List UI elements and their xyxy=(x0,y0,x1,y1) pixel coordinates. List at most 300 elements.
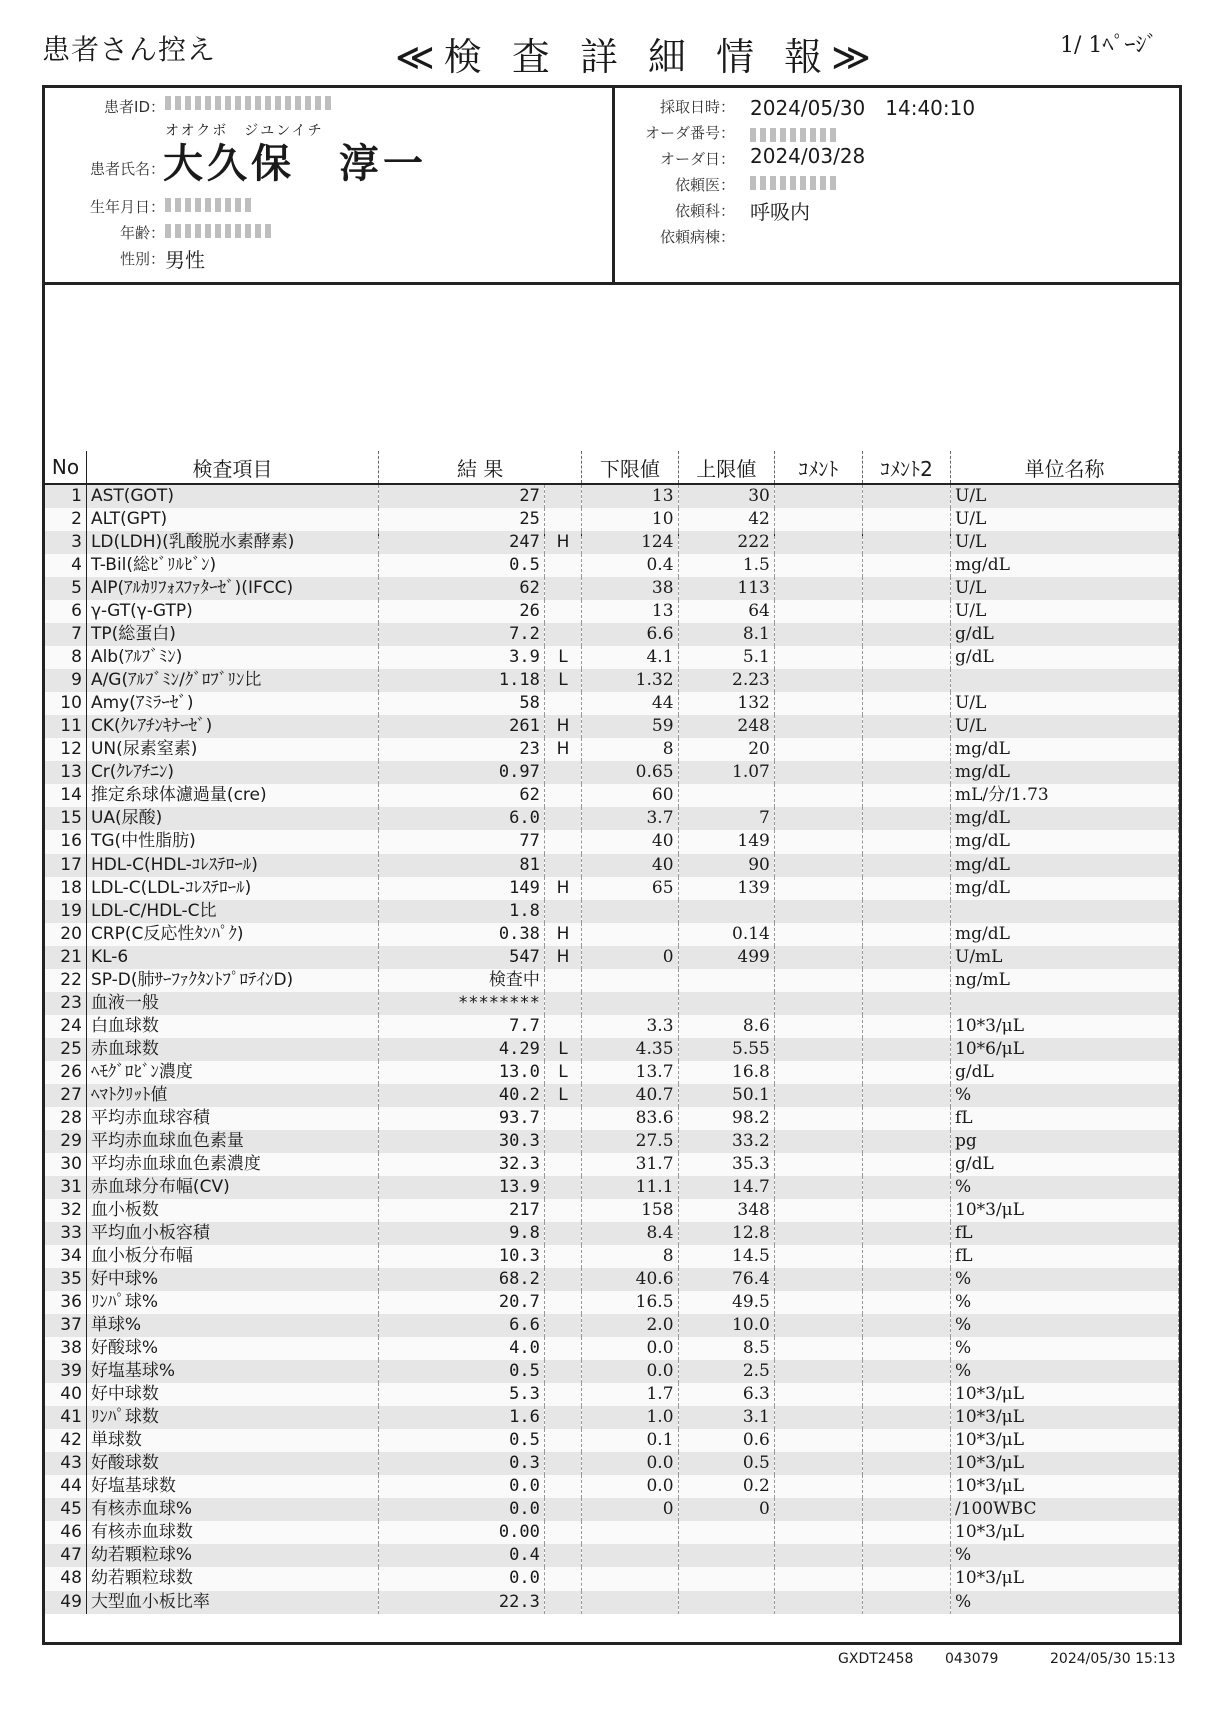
row-unit: fL xyxy=(951,1222,1179,1245)
row-low: 8 xyxy=(582,738,678,761)
row-comment xyxy=(774,807,862,830)
patient-sex: 男性 xyxy=(165,248,205,272)
row-result: 6.6 xyxy=(379,1314,545,1337)
redacted-doctor xyxy=(750,176,840,190)
row-number: 3 xyxy=(45,531,86,554)
row-unit xyxy=(951,669,1179,692)
row-low: 0.0 xyxy=(582,1475,678,1498)
row-comment xyxy=(774,577,862,600)
row-number: 21 xyxy=(45,946,86,969)
row-result: 68.2 xyxy=(379,1268,545,1291)
row-unit: g/dL xyxy=(951,1061,1179,1084)
order-date: 2024/03/28 xyxy=(750,144,866,168)
row-number: 42 xyxy=(45,1429,86,1452)
row-unit: mg/dL xyxy=(951,923,1179,946)
row-low: 8 xyxy=(582,1245,678,1268)
row-low: 60 xyxy=(582,784,678,807)
row-number: 39 xyxy=(45,1360,86,1383)
row-number: 43 xyxy=(45,1452,86,1475)
row-flag xyxy=(544,508,581,531)
row-high: 14.5 xyxy=(678,1245,774,1268)
row-item: TP(総蛋白) xyxy=(86,623,378,646)
row-flag xyxy=(544,830,581,853)
row-comment xyxy=(774,1498,862,1521)
row-unit: 10*3/μL xyxy=(951,1406,1179,1429)
row-flag xyxy=(544,1153,581,1176)
row-result: 40.2 xyxy=(379,1084,545,1107)
row-comment2 xyxy=(862,1291,950,1314)
patient-name-label: 患者氏名： xyxy=(89,160,165,178)
table-row xyxy=(45,1314,1179,1337)
row-item: 幼若顆粒球数 xyxy=(86,1567,378,1590)
row-high: 50.1 xyxy=(678,1084,774,1107)
row-unit: mg/dL xyxy=(951,877,1179,900)
row-unit: % xyxy=(951,1176,1179,1199)
copy-label: 患者さん控え xyxy=(42,33,217,66)
row-item: ﾍﾏﾄｸﾘｯﾄ値 xyxy=(86,1084,378,1107)
footer-number: 043079 xyxy=(945,1651,999,1667)
row-comment2 xyxy=(862,1130,950,1153)
row-comment2 xyxy=(862,830,950,853)
row-item: 単球数 xyxy=(86,1429,378,1452)
row-unit: 10*3/μL xyxy=(951,1567,1179,1590)
row-result: 27 xyxy=(379,484,545,508)
row-low: 27.5 xyxy=(582,1130,678,1153)
row-result: 13.9 xyxy=(379,1176,545,1199)
row-comment xyxy=(774,1130,862,1153)
row-comment2 xyxy=(862,623,950,646)
row-number: 15 xyxy=(45,807,86,830)
row-comment xyxy=(774,761,862,784)
row-number: 2 xyxy=(45,508,86,531)
row-high: 14.7 xyxy=(678,1176,774,1199)
row-number: 37 xyxy=(45,1314,86,1337)
row-high: 499 xyxy=(678,946,774,969)
row-number: 28 xyxy=(45,1107,86,1130)
row-unit: % xyxy=(951,1591,1179,1614)
table-row xyxy=(45,1383,1179,1406)
row-flag xyxy=(544,1360,581,1383)
row-comment xyxy=(774,1199,862,1222)
row-item: 好中球% xyxy=(86,1268,378,1291)
row-comment xyxy=(774,1591,862,1614)
row-high: 113 xyxy=(678,577,774,600)
row-number: 13 xyxy=(45,761,86,784)
row-flag: L xyxy=(544,1061,581,1084)
patient-kana-name: オオクボ ジユンイチ xyxy=(165,123,324,139)
row-result: 7.7 xyxy=(379,1015,545,1038)
row-number: 19 xyxy=(45,900,86,923)
row-comment2 xyxy=(862,508,950,531)
row-high: 64 xyxy=(678,600,774,623)
row-unit: mg/dL xyxy=(951,854,1179,877)
row-result: 62 xyxy=(379,784,545,807)
row-unit: 10*3/μL xyxy=(951,1475,1179,1498)
row-number: 41 xyxy=(45,1406,86,1429)
row-result: 58 xyxy=(379,692,545,715)
row-number: 27 xyxy=(45,1084,86,1107)
row-number: 22 xyxy=(45,969,86,992)
row-comment xyxy=(774,1153,862,1176)
row-item: 平均赤血球血色素濃度 xyxy=(86,1153,378,1176)
row-comment xyxy=(774,1084,862,1107)
table-row xyxy=(45,923,1179,946)
row-comment xyxy=(774,1360,862,1383)
row-high: 132 xyxy=(678,692,774,715)
row-comment xyxy=(774,692,862,715)
row-comment2 xyxy=(862,1245,950,1268)
row-unit: % xyxy=(951,1291,1179,1314)
row-unit: mg/dL xyxy=(951,761,1179,784)
row-low: 3.3 xyxy=(582,1015,678,1038)
row-flag xyxy=(544,900,581,923)
row-number: 45 xyxy=(45,1498,86,1521)
row-item: 血液一般 xyxy=(86,992,378,1015)
row-comment2 xyxy=(862,1406,950,1429)
row-result: 23 xyxy=(379,738,545,761)
row-unit: U/L xyxy=(951,508,1179,531)
row-item: 好塩基球数 xyxy=(86,1475,378,1498)
row-low: 44 xyxy=(582,692,678,715)
dob-label: 生年月日： xyxy=(89,198,165,216)
row-result: 4.29 xyxy=(379,1038,545,1061)
row-high: 149 xyxy=(678,830,774,853)
row-comment xyxy=(774,1544,862,1567)
row-flag: H xyxy=(544,738,581,761)
row-number: 4 xyxy=(45,554,86,577)
row-high: 20 xyxy=(678,738,774,761)
row-result: 81 xyxy=(379,854,545,877)
row-high: 3.1 xyxy=(678,1406,774,1429)
table-row xyxy=(45,1591,1179,1614)
sex-label: 性別： xyxy=(119,250,165,268)
row-item: LDL-C(LDL-ｺﾚｽﾃﾛｰﾙ) xyxy=(86,877,378,900)
row-comment xyxy=(774,854,862,877)
row-flag xyxy=(544,623,581,646)
row-flag xyxy=(544,1452,581,1475)
row-comment2 xyxy=(862,1521,950,1544)
row-comment xyxy=(774,830,862,853)
row-number: 40 xyxy=(45,1383,86,1406)
row-high: 1.07 xyxy=(678,761,774,784)
row-item: 赤血球分布幅(CV) xyxy=(86,1176,378,1199)
table-row xyxy=(45,854,1179,877)
row-low xyxy=(582,969,678,992)
row-low xyxy=(582,1567,678,1590)
table-row xyxy=(45,1291,1179,1314)
row-comment xyxy=(774,1452,862,1475)
row-comment2 xyxy=(862,1475,950,1498)
row-result: 1.6 xyxy=(379,1406,545,1429)
row-comment2 xyxy=(862,1544,950,1567)
row-low: 83.6 xyxy=(582,1107,678,1130)
row-comment2 xyxy=(862,531,950,554)
row-comment2 xyxy=(862,692,950,715)
row-unit: mg/dL xyxy=(951,554,1179,577)
row-item: HDL-C(HDL-ｺﾚｽﾃﾛｰﾙ) xyxy=(86,854,378,877)
row-flag xyxy=(544,1521,581,1544)
report-frame xyxy=(42,85,1182,1645)
row-flag xyxy=(544,1544,581,1567)
row-high xyxy=(678,1567,774,1590)
row-high: 5.55 xyxy=(678,1038,774,1061)
row-result: 25 xyxy=(379,508,545,531)
row-flag xyxy=(544,992,581,1015)
row-item: Cr(ｸﾚｱﾁﾆﾝ) xyxy=(86,761,378,784)
row-number: 48 xyxy=(45,1567,86,1590)
doctor-label: 依頼医： xyxy=(674,176,735,194)
row-result: 0.00 xyxy=(379,1521,545,1544)
row-unit: 10*3/μL xyxy=(951,1429,1179,1452)
row-comment xyxy=(774,1314,862,1337)
row-item: A/G(ｱﾙﾌﾞﾐﾝ/ｸﾞﾛﾌﾞﾘﾝ比 xyxy=(86,669,378,692)
row-flag xyxy=(544,692,581,715)
row-low: 16.5 xyxy=(582,1291,678,1314)
row-high: 1.5 xyxy=(678,554,774,577)
row-number: 1 xyxy=(45,484,86,508)
table-row xyxy=(45,531,1179,554)
row-high: 8.1 xyxy=(678,623,774,646)
row-comment xyxy=(774,1176,862,1199)
order-date-label: オーダ日： xyxy=(659,150,735,168)
row-unit: fL xyxy=(951,1107,1179,1130)
row-high: 16.8 xyxy=(678,1061,774,1084)
row-item: 平均血小板容積 xyxy=(86,1222,378,1245)
header-comment: ｺﾒﾝﾄ xyxy=(774,451,862,484)
row-item: 大型血小板比率 xyxy=(86,1591,378,1614)
row-low: 3.7 xyxy=(582,807,678,830)
row-low: 1.7 xyxy=(582,1383,678,1406)
info-section xyxy=(45,88,1179,285)
row-comment2 xyxy=(862,1452,950,1475)
row-flag xyxy=(544,1130,581,1153)
row-item: SP-D(肺ｻｰﾌｧｸﾀﾝﾄﾌﾟﾛﾃｲﾝD) xyxy=(86,969,378,992)
row-unit: pg xyxy=(951,1130,1179,1153)
row-flag xyxy=(544,1567,581,1590)
row-high: 33.2 xyxy=(678,1130,774,1153)
row-high: 30 xyxy=(678,484,774,508)
row-flag xyxy=(544,761,581,784)
row-result: 1.8 xyxy=(379,900,545,923)
table-row xyxy=(45,1521,1179,1544)
row-high: 2.5 xyxy=(678,1360,774,1383)
header-comment2: ｺﾒﾝﾄ2 xyxy=(862,451,950,484)
info-divider xyxy=(612,88,615,282)
row-comment xyxy=(774,646,862,669)
row-number: 29 xyxy=(45,1130,86,1153)
row-number: 18 xyxy=(45,877,86,900)
row-result: 30.3 xyxy=(379,1130,545,1153)
row-number: 16 xyxy=(45,830,86,853)
row-comment2 xyxy=(862,923,950,946)
row-low: 6.6 xyxy=(582,623,678,646)
table-row xyxy=(45,1130,1179,1153)
row-number: 8 xyxy=(45,646,86,669)
row-comment2 xyxy=(862,715,950,738)
row-result: 0.3 xyxy=(379,1452,545,1475)
row-low: 40.7 xyxy=(582,1084,678,1107)
row-high: 0.6 xyxy=(678,1429,774,1452)
row-high: 12.8 xyxy=(678,1222,774,1245)
table-row xyxy=(45,1107,1179,1130)
row-high: 0.5 xyxy=(678,1452,774,1475)
row-flag: H xyxy=(544,715,581,738)
row-number: 17 xyxy=(45,854,86,877)
row-low: 65 xyxy=(582,877,678,900)
table-row xyxy=(45,1176,1179,1199)
row-unit: % xyxy=(951,1314,1179,1337)
row-comment2 xyxy=(862,784,950,807)
footer-printed: 2024/05/30 15:13 xyxy=(1050,1651,1176,1667)
row-item: 単球% xyxy=(86,1314,378,1337)
row-low: 0.0 xyxy=(582,1452,678,1475)
row-high: 6.3 xyxy=(678,1383,774,1406)
patient-name: 大久保 淳一 xyxy=(163,141,427,187)
row-number: 47 xyxy=(45,1544,86,1567)
redacted-order-number xyxy=(750,128,840,142)
row-comment2 xyxy=(862,1015,950,1038)
row-comment xyxy=(774,1061,862,1084)
row-comment2 xyxy=(862,992,950,1015)
row-item: 赤血球数 xyxy=(86,1038,378,1061)
table-row xyxy=(45,1544,1179,1567)
row-flag: H xyxy=(544,531,581,554)
row-item: 平均赤血球血色素量 xyxy=(86,1130,378,1153)
row-high: 139 xyxy=(678,877,774,900)
row-comment xyxy=(774,600,862,623)
row-unit: % xyxy=(951,1544,1179,1567)
row-item: TG(中性脂肪) xyxy=(86,830,378,853)
row-low: 8.4 xyxy=(582,1222,678,1245)
row-result: 0.97 xyxy=(379,761,545,784)
row-high: 5.1 xyxy=(678,646,774,669)
row-comment xyxy=(774,554,862,577)
row-comment xyxy=(774,715,862,738)
row-unit: U/L xyxy=(951,484,1179,508)
row-unit: % xyxy=(951,1337,1179,1360)
row-item: CRP(C反応性ﾀﾝﾊﾟｸ) xyxy=(86,923,378,946)
table-row xyxy=(45,1498,1179,1521)
row-flag xyxy=(544,784,581,807)
row-item: 幼若顆粒球% xyxy=(86,1544,378,1567)
row-item: AlP(ｱﾙｶﾘﾌｫｽﾌｧﾀｰｾﾞ)(IFCC) xyxy=(86,577,378,600)
row-flag: L xyxy=(544,669,581,692)
row-result: 20.7 xyxy=(379,1291,545,1314)
table-row xyxy=(45,1038,1179,1061)
row-flag: L xyxy=(544,646,581,669)
row-unit: mg/dL xyxy=(951,807,1179,830)
row-result: 0.38 xyxy=(379,923,545,946)
row-unit: 10*3/μL xyxy=(951,1199,1179,1222)
row-flag xyxy=(544,1383,581,1406)
table-row xyxy=(45,1337,1179,1360)
row-flag xyxy=(544,854,581,877)
table-row xyxy=(45,738,1179,761)
row-comment2 xyxy=(862,738,950,761)
row-comment2 xyxy=(862,669,950,692)
row-comment xyxy=(774,1406,862,1429)
row-result: 93.7 xyxy=(379,1107,545,1130)
redacted-dob xyxy=(165,198,255,212)
row-unit: U/L xyxy=(951,577,1179,600)
row-comment xyxy=(774,623,862,646)
row-number: 35 xyxy=(45,1268,86,1291)
row-flag: H xyxy=(544,877,581,900)
row-low xyxy=(582,900,678,923)
row-comment2 xyxy=(862,1107,950,1130)
row-item: ALT(GPT) xyxy=(86,508,378,531)
row-low: 124 xyxy=(582,531,678,554)
row-result: 0.5 xyxy=(379,1360,545,1383)
table-row xyxy=(45,969,1179,992)
row-item: Alb(ｱﾙﾌﾞﾐﾝ) xyxy=(86,646,378,669)
row-unit: g/dL xyxy=(951,623,1179,646)
row-result: 4.0 xyxy=(379,1337,545,1360)
row-item: ﾘﾝﾊﾟ球% xyxy=(86,1291,378,1314)
row-item: UN(尿素窒素) xyxy=(86,738,378,761)
results-table xyxy=(45,451,1179,1614)
table-row xyxy=(45,669,1179,692)
row-result: 32.3 xyxy=(379,1153,545,1176)
row-low: 0.0 xyxy=(582,1360,678,1383)
row-low: 40 xyxy=(582,830,678,853)
row-unit: U/mL xyxy=(951,946,1179,969)
row-low: 13 xyxy=(582,484,678,508)
row-high: 90 xyxy=(678,854,774,877)
row-flag: L xyxy=(544,1038,581,1061)
row-number: 33 xyxy=(45,1222,86,1245)
row-unit: 10*3/μL xyxy=(951,1452,1179,1475)
row-number: 30 xyxy=(45,1153,86,1176)
row-flag xyxy=(544,1222,581,1245)
table-row xyxy=(45,1567,1179,1590)
row-high: 2.23 xyxy=(678,669,774,692)
row-comment2 xyxy=(862,946,950,969)
row-low: 4.1 xyxy=(582,646,678,669)
row-comment2 xyxy=(862,554,950,577)
row-unit: /100WBC xyxy=(951,1498,1179,1521)
row-unit: mg/dL xyxy=(951,830,1179,853)
row-number: 12 xyxy=(45,738,86,761)
table-row xyxy=(45,484,1179,508)
row-comment2 xyxy=(862,1199,950,1222)
table-row xyxy=(45,554,1179,577)
row-unit: U/L xyxy=(951,531,1179,554)
row-result: 217 xyxy=(379,1199,545,1222)
row-comment2 xyxy=(862,1314,950,1337)
table-row xyxy=(45,646,1179,669)
row-comment2 xyxy=(862,761,950,784)
row-comment2 xyxy=(862,577,950,600)
row-comment2 xyxy=(862,1038,950,1061)
row-item: 好酸球数 xyxy=(86,1452,378,1475)
row-comment2 xyxy=(862,600,950,623)
row-number: 7 xyxy=(45,623,86,646)
table-row xyxy=(45,992,1179,1015)
row-low xyxy=(582,1521,678,1544)
table-row xyxy=(45,900,1179,923)
row-unit: g/dL xyxy=(951,646,1179,669)
row-unit: U/L xyxy=(951,715,1179,738)
row-number: 25 xyxy=(45,1038,86,1061)
row-flag xyxy=(544,600,581,623)
row-flag xyxy=(544,484,581,508)
row-comment2 xyxy=(862,1429,950,1452)
row-low: 1.0 xyxy=(582,1406,678,1429)
row-low: 1.32 xyxy=(582,669,678,692)
department: 呼吸内 xyxy=(750,200,810,224)
row-high: 98.2 xyxy=(678,1107,774,1130)
